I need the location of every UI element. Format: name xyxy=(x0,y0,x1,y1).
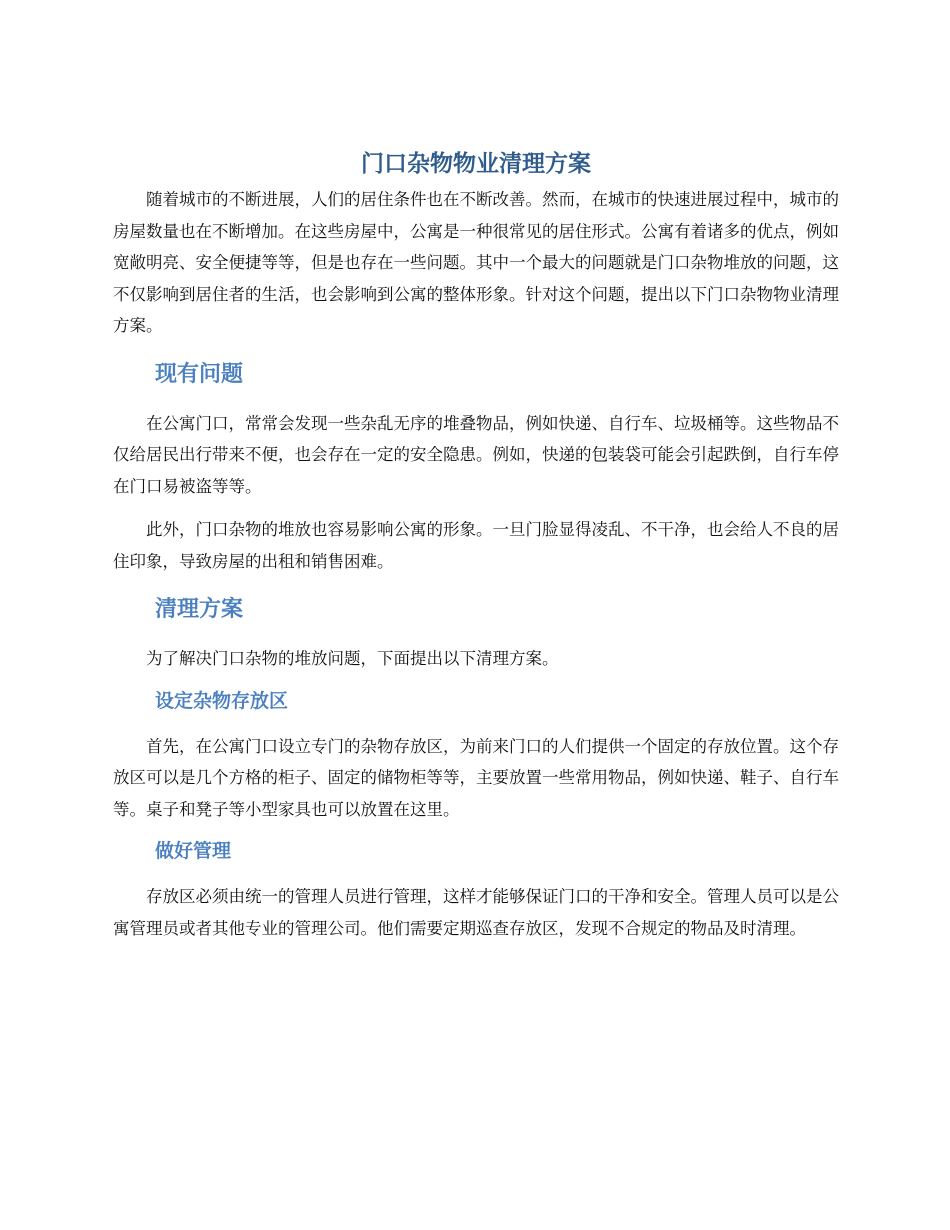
storage-area-paragraph: 首先，在公寓门口设立专门的杂物存放区，为前来门口的人们提供一个固定的存放位置。这个存放区可以是几个方格的柜子、固定的储物柜等等，主要放置一些常用物品，例如快递、鞋子、自行车等。桌子和凳子等小型家具也可以放置在这里。 xyxy=(113,736,839,819)
problems-paragraph-1: 在公寓门口，常常会发现一些杂乱无序的堆叠物品，例如快递、自行车、垃圾桶等。这些物品不仅给居民出行带来不便，也会存在一定的安全隐患。例如，快递的包装袋可能会引起跌倒，自行车停在门口易被盗等等。 xyxy=(113,413,839,496)
management-paragraph: 存放区必须由统一的管理人员进行管理，这样才能够保证门口的干净和安全。管理人员可以是公寓管理员或者其他专业的管理公司。他们需要定期巡查存放区，发现不合规定的物品及时清理。 xyxy=(113,887,839,938)
section-heading-cleanup-plan: 清理方案 xyxy=(155,597,244,622)
document-content xyxy=(113,148,839,944)
subsection-heading-management: 做好管理 xyxy=(155,840,232,862)
document-title: 门口杂物物业清理方案 xyxy=(361,151,591,177)
intro-paragraph: 随着城市的不断进展，人们的居住条件也在不断改善。然而，在城市的快速进展过程中，城市的房屋数量也在不断增加。在这些房屋中，公寓是一种很常见的居住形式。公寓有着诸多的优点，例如宽敞明亮、安全便捷等等，但是也存在一些问题。其中一个最大的问题就是门口杂物堆放的问题，这不仅影响到居住者的生活，也会影响到公寓的整体形象。针对这个问题，提出以下门口杂物物业清理方案。 xyxy=(113,190,839,335)
problems-paragraph-2: 此外，门口杂物的堆放也容易影响公寓的形象。一旦门脸显得凌乱、不干净，也会给人不良的居住印象，导致房屋的出租和销售困难。 xyxy=(113,520,839,571)
subsection-heading-storage-area: 设定杂物存放区 xyxy=(155,689,289,712)
section-heading-existing-problems: 现有问题 xyxy=(155,361,244,387)
plan-intro-paragraph: 为了解决门口杂物的堆放问题，下面提出以下清理方案。 xyxy=(146,649,559,668)
